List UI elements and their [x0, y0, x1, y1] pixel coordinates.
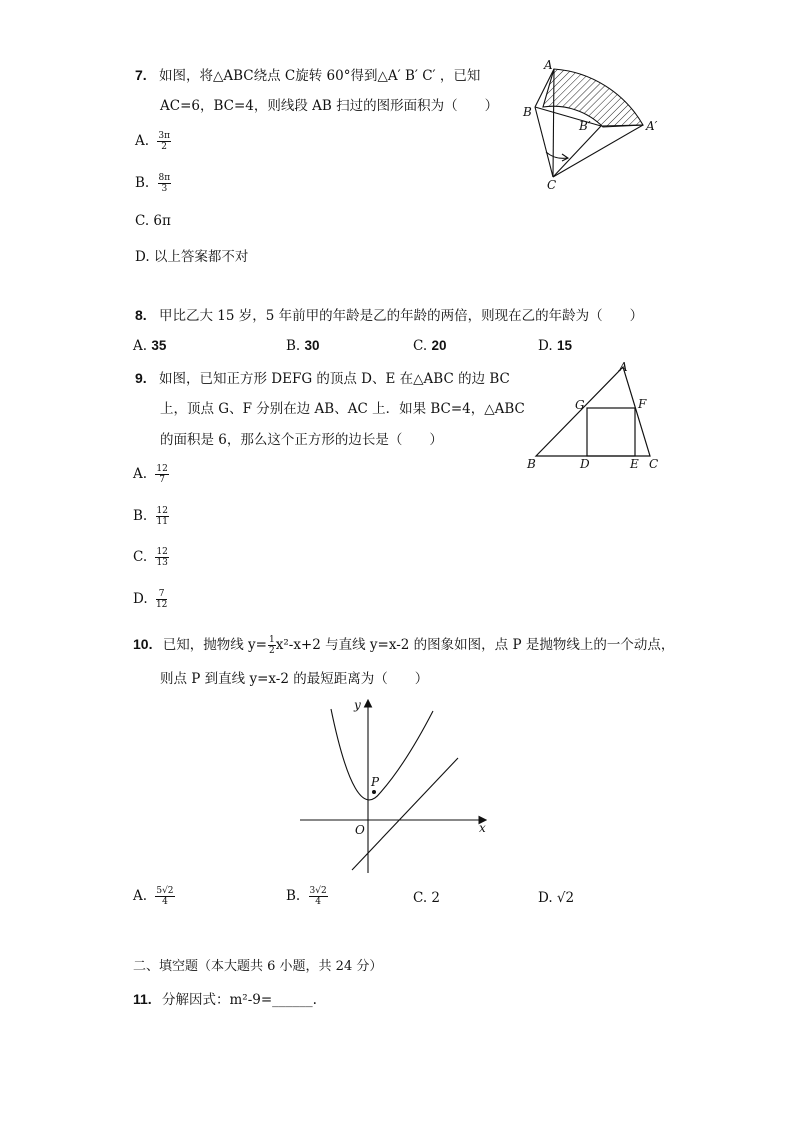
q9-label-d: D [580, 457, 590, 471]
q8-option-a[interactable]: A. 35 [133, 338, 167, 354]
fraction: $\frac{1}{2}$ [269, 635, 275, 656]
q8-number: 8. [135, 307, 147, 323]
q10-label-x: x [479, 821, 486, 835]
q7-option-b[interactable]: B. $\frac{8\pi}{3}$ [135, 173, 171, 194]
fraction: $\frac{8\pi}{3}$ [158, 173, 171, 194]
q9-label-g: G [575, 398, 585, 412]
q7-option-d[interactable]: D. 以上答案都不对 [135, 249, 249, 265]
q7-text-2: AC=6，BC=4，则线段 AB 扫过的图形面积为（ ） [160, 98, 499, 114]
q9-number: 9. [135, 370, 147, 386]
q8-option-c[interactable]: C. 20 [413, 338, 447, 354]
q9-text-3: 的面积是 6，那么这个正方形的边长是（ ） [160, 432, 443, 448]
q7-shaded-region [543, 69, 643, 127]
q11-number: 11. [133, 991, 152, 1007]
q10-number: 10. [133, 636, 153, 652]
q9-label-b: B [527, 457, 536, 471]
q10-label-o: O [355, 823, 365, 837]
q9-label-e: E [630, 457, 639, 471]
q7-option-a[interactable]: A. $\frac{3\pi}{2}$ [135, 131, 170, 152]
fraction: $\frac{3√2}{4}$ [309, 886, 327, 907]
q8-text: 甲比乙大 15 岁，5 年前甲的年龄是乙的年龄的两倍，则现在乙的年龄为（ ） [158, 308, 644, 324]
q9-square [587, 408, 635, 456]
q7-text-1: 如图，将△ABC绕点 C旋转 60°得到△A′ B′ C′ ，已知 [158, 68, 481, 84]
q10-label-y: y [354, 698, 361, 712]
parabola [331, 709, 433, 800]
q10-text-1a: 已知，抛物线 y= [162, 637, 267, 653]
fraction: $\frac{3\pi}{2}$ [158, 131, 170, 152]
point-p [372, 790, 376, 794]
q9-option-a[interactable]: A. $\frac{12}{7}$ [133, 464, 168, 485]
q7-number: 7. [135, 67, 147, 83]
q9-label-a: A [619, 360, 628, 374]
q9-text-1: 如图，已知正方形 DEFG 的顶点 D、E 在△ABC 的边 BC [158, 371, 510, 387]
q7-label-c: C [547, 178, 557, 192]
q10-graph [295, 695, 495, 880]
q10-label-p: P [371, 775, 380, 789]
q10-option-d[interactable]: D. √2 [538, 890, 575, 906]
q10-text-1b: x²-x+2 与直线 y=x-2 的图象如图，点 P 是抛物线上的一个动点， [275, 637, 675, 653]
q9-text-2: 上，顶点 G、F 分别在边 AB、AC 上．如果 BC=4，△ABC [160, 401, 525, 417]
q9-line1 [135, 369, 510, 388]
q9-label-f: F [638, 397, 647, 411]
q7-label-a-prime: A′ [646, 119, 658, 133]
q9-option-c[interactable]: C. $\frac{12}{13}$ [133, 547, 168, 568]
q10-text-2: 则点 P 到直线 y=x-2 的最短距离为（ ） [160, 671, 429, 687]
q11-line [133, 990, 317, 1009]
fraction: $\frac{12}{7}$ [156, 464, 168, 485]
q10-line1 [133, 635, 674, 656]
q7-label-b: B [523, 105, 532, 119]
fraction: $\frac{12}{11}$ [156, 506, 168, 527]
q7-label-a: A [544, 58, 553, 72]
q8-option-d[interactable]: D. 15 [538, 338, 572, 354]
q10-option-b[interactable]: B. $\frac{3√2}{4}$ [286, 886, 327, 907]
fraction: $\frac{5√2}{4}$ [156, 886, 174, 907]
q9-square-figure [520, 358, 670, 476]
q8-option-b[interactable]: B. 30 [286, 338, 320, 354]
q9-option-b[interactable]: B. $\frac{12}{11}$ [133, 506, 168, 527]
q10-option-a[interactable]: A. $\frac{5√2}{4}$ [133, 886, 174, 907]
q7-option-c[interactable]: C. 6π [135, 213, 171, 229]
section2-title: 二、填空题（本大题共 6 小题，共 24 分） [133, 959, 383, 974]
q9-label-c: C [649, 457, 659, 471]
q7-line1 [135, 66, 480, 85]
q7-label-b-prime: B′ [579, 119, 591, 133]
fraction: $\frac{12}{13}$ [156, 547, 168, 568]
q10-option-c[interactable]: C. 2 [413, 890, 441, 906]
q8-line [135, 306, 643, 325]
fraction: $\frac{7}{12}$ [155, 589, 168, 610]
q11-text: 分解因式：m²-9=______. [162, 992, 317, 1008]
q7-rotation-figure [515, 55, 675, 195]
q9-option-d[interactable]: D. $\frac{7}{12}$ [133, 589, 168, 610]
